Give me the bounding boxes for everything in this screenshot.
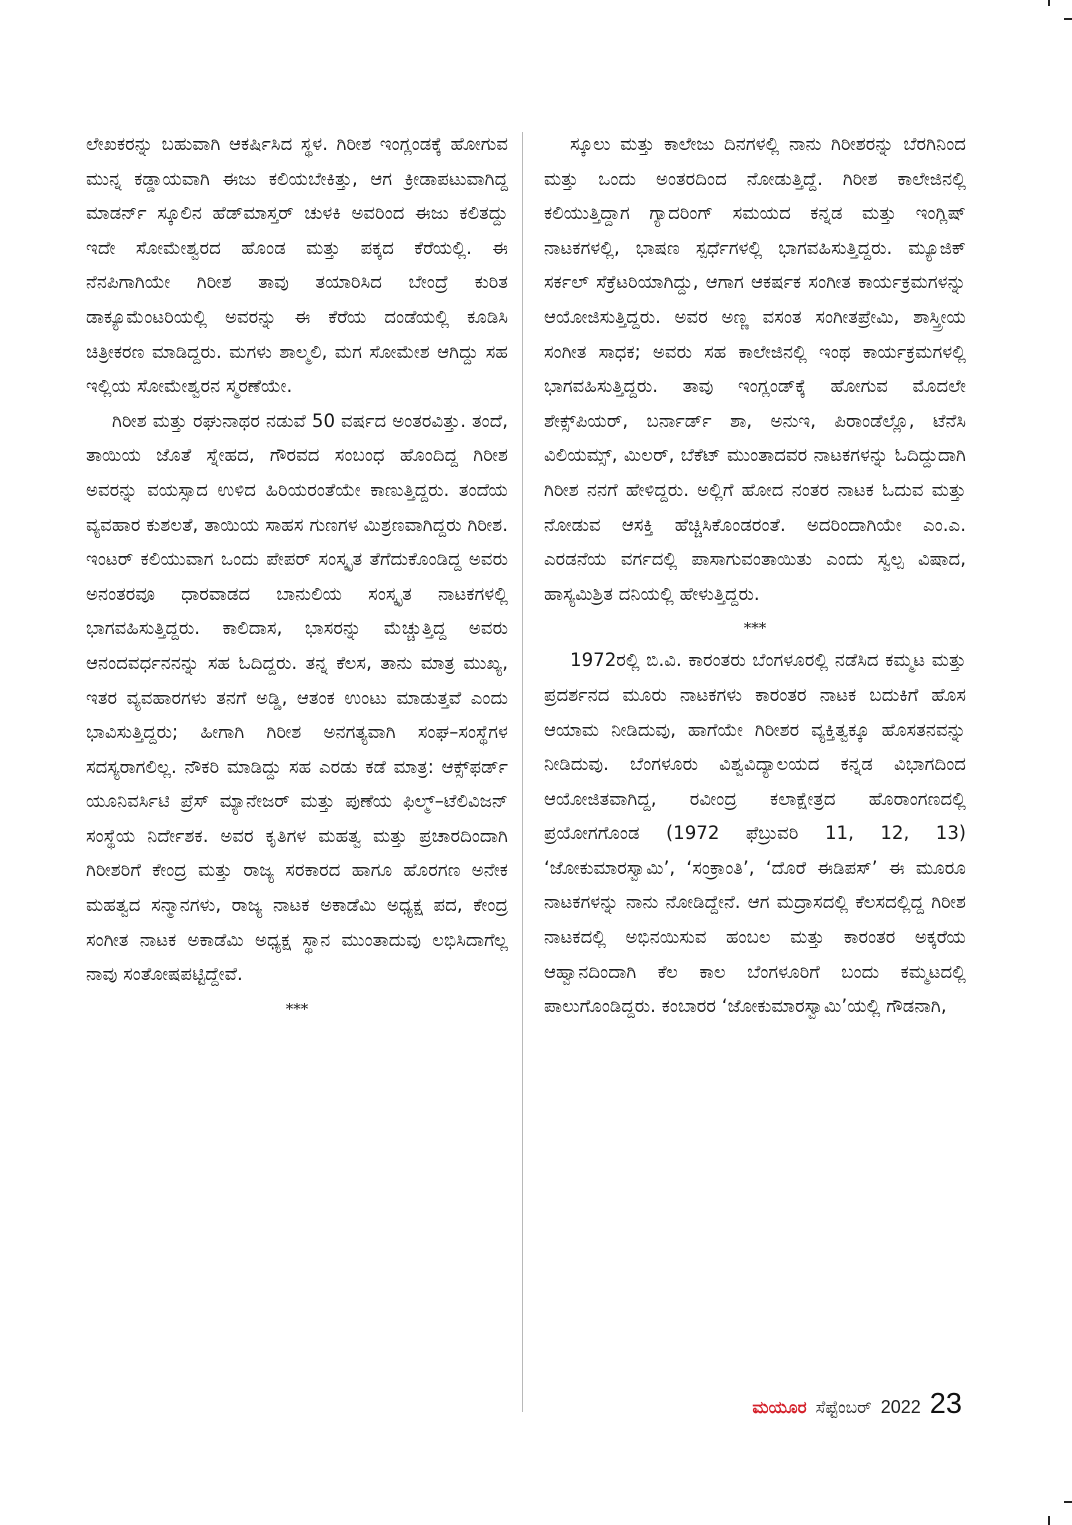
section-separator: ***: [743, 619, 767, 638]
column-divider: [522, 132, 523, 1412]
right-column: [544, 128, 966, 1025]
page-number: 23: [929, 1388, 962, 1420]
magazine-name: ಮಯೂರ: [752, 1398, 807, 1418]
page-footer: [752, 1388, 962, 1421]
right-paragraph-2: 1972ರಲ್ಲಿ ಬಿ.ವಿ. ಕಾರಂತರು ಬೆಂಗಳೂರಲ್ಲಿ ನಡೆಸಿದ ಕಮ್ಮಟ ಮತ್ತು ಪ್ರದರ್ಶನದ ಮೂರು ನಾಟಕಗಳು ಕಾರಂತರ ನಾಟಕ ಬದುಕಿಗೆ ಹೊಸ ಆಯಾಮ ನೀಡಿದುವು, ಹಾಗೆಯೇ ಗಿರೀಶರ ವ್ಯಕ್ತಿತ್ವಕ್ಕೂ ಹೊಸತನವನ್ನು ನೀಡಿದುವು. ಬೆಂಗಳೂರು ವಿಶ್ವವಿದ್ಯಾಲಯದ ಕನ್ನಡ ವಿಭಾಗದಿಂದ ಆಯೋಜಿತವಾಗಿದ್ದ, ರವೀಂದ್ರ ಕಲಾಕ್ಷೇತ್ರದ ಹೊರಾಂಗಣದಲ್ಲಿ ಪ್ರಯೋಗಗೊಂಡ (1972 ಫೆಬ್ರುವರಿ 11, 12, 13) ‘ಜೋಕುಮಾರಸ್ವಾಮಿ’, ‘ಸಂಕ್ರಾಂತಿ’, ‘ದೊರೆ ಈಡಿಪಸ್’ ಈ ಮೂರೂ ನಾಟಕಗಳನ್ನು ನಾನು ನೋಡಿದ್ದೇನೆ. ಆಗ ಮದ್ರಾಸದಲ್ಲಿ ಕೆಲಸದಲ್ಲಿದ್ದ ಗಿರೀಶ ನಾಟಕದಲ್ಲಿ ಅಭಿನಯಿಸುವ ಹಂಬಲ ಮತ್ತು ಕಾರಂತರ ಅಕ್ಕರೆಯ ಆಹ್ವಾನದಿಂದಾಗಿ ಕೆಲ ಕಾಲ ಬೆಂಗಳೂರಿಗೆ ಬಂದು ಕಮ್ಮಟದಲ್ಲಿ ಪಾಲುಗೊಂಡಿದ್ದರು. ಕಂಬಾರರ ‘ಜೋಕುಮಾರಸ್ವಾಮಿ’ಯಲ್ಲಿ ಗೌಡನಾಗಿ,: [544, 650, 966, 1018]
right-paragraph-1: ಸ್ಕೂಲು ಮತ್ತು ಕಾಲೇಜು ದಿನಗಳಲ್ಲಿ ನಾನು ಗಿರೀಶರನ್ನು ಬೆರಗಿನಿಂದ ಮತ್ತು ಒಂದು ಅಂತರದಿಂದ ನೋಡುತ್ತಿದ್ದೆ. ಗಿರೀಶ ಕಾಲೇಜಿನಲ್ಲಿ ಕಲಿಯುತ್ತಿದ್ದಾಗ ಗ್ಯಾದರಿಂಗ್ ಸಮಯದ ಕನ್ನಡ ಮತ್ತು ಇಂಗ್ಲಿಷ್ ನಾಟಕಗಳಲ್ಲಿ, ಭಾಷಣ ಸ್ಪರ್ಧೆಗಳಲ್ಲಿ ಭಾಗವಹಿಸುತ್ತಿದ್ದರು. ಮ್ಯೂಜಿಕ್ ಸರ್ಕಲ್ ಸೆಕ್ರೆಟರಿಯಾಗಿದ್ದು, ಆಗಾಗ ಆಕರ್ಷಕ ಸಂಗೀತ ಕಾರ್ಯಕ್ರಮಗಳನ್ನು ಆಯೋಜಿಸುತ್ತಿದ್ದರು. ಅವರ ಅಣ್ಣ ವಸಂತ ಸಂಗೀತಪ್ರೇಮಿ, ಶಾಸ್ತ್ರೀಯ ಸಂಗೀತ ಸಾಧಕ; ಅವರು ಸಹ ಕಾಲೇಜಿನಲ್ಲಿ ಇಂಥ ಕಾರ್ಯಕ್ರಮಗಳಲ್ಲಿ ಭಾಗವಹಿಸುತ್ತಿದ್ದರು. ತಾವು ಇಂಗ್ಲಂಡ್‌ಕ್ಕೆ ಹೋಗುವ ಮೊದಲೇ ಶೇಕ್ಸ್‌ಪಿಯರ್, ಬರ್ನಾರ್ಡ್ ಶಾ, ಅನುಇ, ಪಿರಾಂಡೆಲ್ಲೊ, ಟೆನೆಸಿ ವಿಲಿಯಮ್ಸ್, ಮಿಲರ್, ಬೆಕೆಟ್ ಮುಂತಾದವರ ನಾಟಕಗಳನ್ನು ಓದಿದ್ದುದಾಗಿ ಗಿರೀಶ ನನಗೆ ಹೇಳಿದ್ದರು. ಅಲ್ಲಿಗೆ ಹೋದ ನಂತರ ನಾಟಕ ಓದುವ ಮತ್ತು ನೋಡುವ ಆಸಕ್ತಿ ಹೆಚ್ಚಿಸಿಕೊಂಡರಂತೆ. ಅದರಿಂದಾಗಿಯೇ ಎಂ.ಎ. ಎರಡನೆಯ ವರ್ಗದಲ್ಲಿ ಪಾಸಾಗುವಂತಾಯಿತು ಎಂದು ಸ್ವಲ್ಪ ವಿಷಾದ, ಹಾಸ್ಯಮಿಶ್ರಿತ ದನಿಯಲ್ಲಿ ಹೇಳುತ್ತಿದ್ದರು.: [544, 134, 966, 605]
crop-mark: [1048, 1516, 1050, 1525]
section-separator: ***: [285, 999, 309, 1018]
crop-mark: [1064, 18, 1072, 20]
crop-mark: [1048, 0, 1050, 6]
issue-month: ಸೆಪ್ಟೆಂಬರ್: [815, 1398, 872, 1418]
left-column: [86, 128, 508, 1025]
left-paragraph-1: ಲೇಖಕರನ್ನು ಬಹುವಾಗಿ ಆಕರ್ಷಿಸಿದ ಸ್ಥಳ. ಗಿರೀಶ ಇಂಗ್ಲಂಡಕ್ಕೆ ಹೋಗುವ ಮುನ್ನ ಕಡ್ಡಾಯವಾಗಿ ಈಜು ಕಲಿಯಬೇಕಿತ್ತು, ಆಗ ಕ್ರೀಡಾಪಟುವಾಗಿದ್ದ ಮಾಡರ್ನ್ ಸ್ಕೂಲಿನ ಹೆಡ್‌ಮಾಸ್ತರ್ ಚುಳಕಿ ಅವರಿಂದ ಈಜು ಕಲಿತದ್ದು ಇದೇ ಸೋಮೇಶ್ವರದ ಹೊಂಡ ಮತ್ತು ಪಕ್ಕದ ಕೆರೆಯಲ್ಲಿ. ಈ ನೆನಪಿಗಾಗಿಯೇ ಗಿರೀಶ ತಾವು ತಯಾರಿಸಿದ ಬೇಂದ್ರೆ ಕುರಿತ ಡಾಕ್ಯೂಮೆಂಟರಿಯಲ್ಲಿ ಅವರನ್ನು ಈ ಕೆರೆಯ ದಂಡೆಯಲ್ಲಿ ಕೂಡಿಸಿ ಚಿತ್ರೀಕರಣ ಮಾಡಿದ್ದರು. ಮಗಳು ಶಾಲ್ಮಲಿ, ಮಗ ಸೋಮೇಶ ಆಗಿದ್ದು ಸಹ ಇಲ್ಲಿಯ ಸೋಮೇಶ್ವರನ ಸ್ಮರಣೆಯೇ.: [86, 134, 508, 398]
crop-mark: [1064, 1501, 1072, 1503]
left-paragraph-2: ಗಿರೀಶ ಮತ್ತು ರಘುನಾಥರ ನಡುವೆ 50 ವರ್ಷದ ಅಂತರವಿತ್ತು. ತಂದೆ, ತಾಯಿಯ ಜೊತೆ ಸ್ನೇಹದ, ಗೌರವದ ಸಂಬಂಧ ಹೊಂದಿದ್ದ ಗಿರೀಶ ಅವರನ್ನು ವಯಸ್ಸಾದ ಉಳಿದ ಹಿರಿಯರಂತೆಯೇ ಕಾಣುತ್ತಿದ್ದರು. ತಂದೆಯ ವ್ಯವಹಾರ ಕುಶಲತೆ, ತಾಯಿಯ ಸಾಹಸ ಗುಣಗಳ ಮಿಶ್ರಣವಾಗಿದ್ದರು ಗಿರೀಶ. ಇಂಟರ್ ಕಲಿಯುವಾಗ ಒಂದು ಪೇಪರ್ ಸಂಸ್ಕೃತ ತೆಗೆದುಕೊಂಡಿದ್ದ ಅವರು ಅನಂತರವೂ ಧಾರವಾಡದ ಬಾನುಲಿಯ ಸಂಸ್ಕೃತ ನಾಟಕಗಳಲ್ಲಿ ಭಾಗವಹಿಸುತ್ತಿದ್ದರು. ಕಾಲಿದಾಸ, ಭಾಸರನ್ನು ಮೆಚ್ಚುತ್ತಿದ್ದ ಅವರು ಆನಂದವರ್ಧನನನ್ನು ಸಹ ಓದಿದ್ದರು. ತನ್ನ ಕೆಲಸ, ತಾನು ಮಾತ್ರ ಮುಖ್ಯ, ಇತರ ವ್ಯವಹಾರಗಳು ತನಗೆ ಅಡ್ಡಿ, ಆತಂಕ ಉಂಟು ಮಾಡುತ್ತವೆ ಎಂದು ಭಾವಿಸುತ್ತಿದ್ದರು; ಹೀಗಾಗಿ ಗಿರೀಶ ಅನಗತ್ಯವಾಗಿ ಸಂಘ–ಸಂಸ್ಥೆಗಳ ಸದಸ್ಯರಾಗಲಿಲ್ಲ. ನೌಕರಿ ಮಾಡಿದ್ದು ಸಹ ಎರಡು ಕಡೆ ಮಾತ್ರ: ಆಕ್ಸ್‌ಫರ್ಡ್ ಯೂನಿವರ್ಸಿಟಿ ಪ್ರೆಸ್ ಮ್ಯಾನೇಜರ್ ಮತ್ತು ಪುಣೆಯ ಫಿಲ್ಮ್–ಟೆಲಿವಿಜನ್ ಸಂಸ್ಥೆಯ ನಿರ್ದೇಶಕ. ಅವರ ಕೃತಿಗಳ ಮಹತ್ವ ಮತ್ತು ಪ್ರಚಾರದಿಂದಾಗಿ ಗಿರೀಶರಿಗೆ ಕೇಂದ್ರ ಮತ್ತು ರಾಜ್ಯ ಸರಕಾರದ ಹಾಗೂ ಹೊರಗಣ ಅನೇಕ ಮಹತ್ವದ ಸನ್ಮಾನಗಳು, ರಾಜ್ಯ ನಾಟಕ ಅಕಾಡೆಮಿ ಅಧ್ಯಕ್ಷ ಪದ, ಕೇಂದ್ರ ಸಂಗೀತ ನಾಟಕ ಅಕಾಡೆಮಿ ಅಧ್ಯಕ್ಷ ಸ್ಥಾನ ಮುಂತಾದುವು ಲಭಿಸಿದಾಗೆಲ್ಲ ನಾವು ಸಂತೋಷಪಟ್ಟಿದ್ದೇವೆ.: [86, 410, 508, 986]
issue-year: 2022: [880, 1397, 921, 1417]
